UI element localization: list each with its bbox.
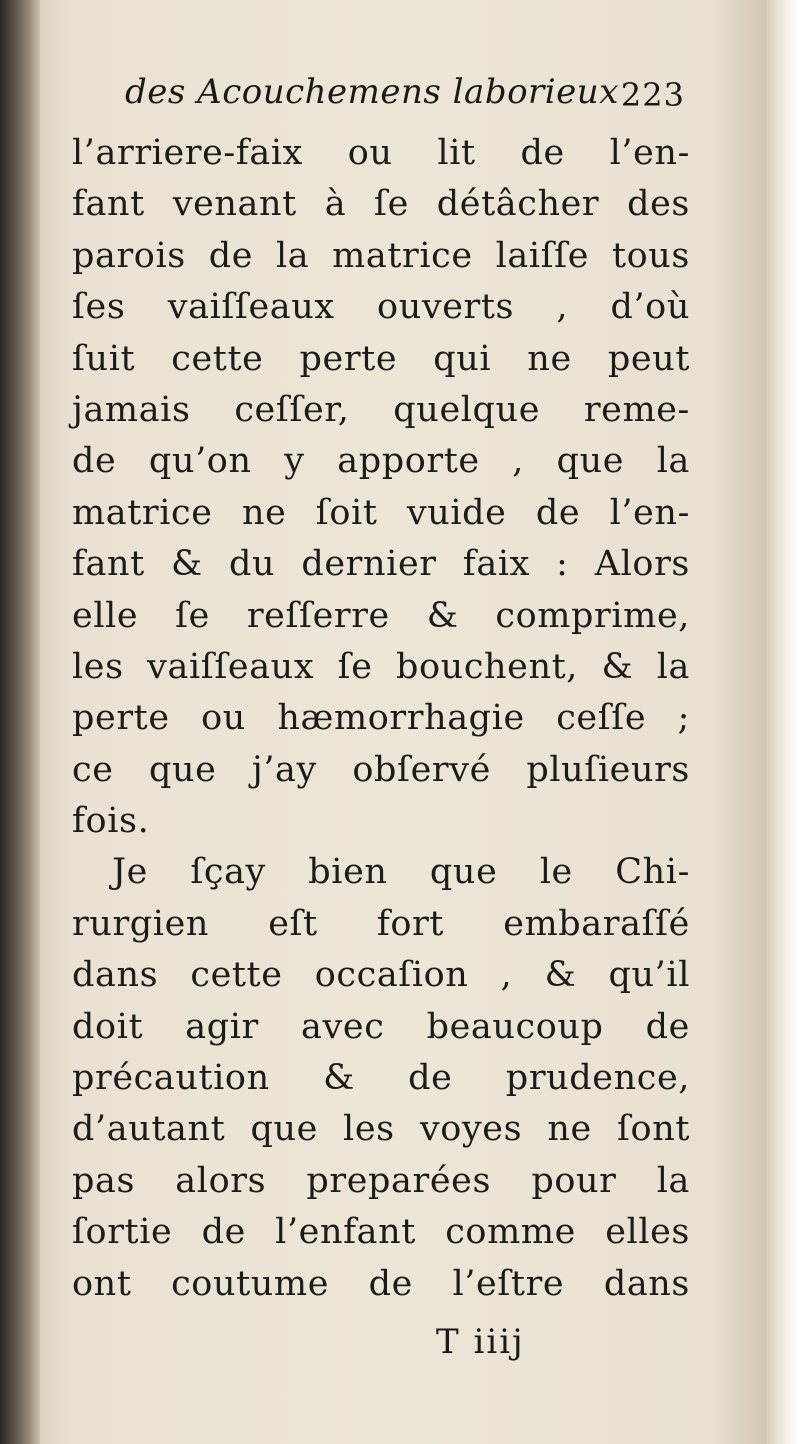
page-number: 223 [620, 76, 685, 114]
text-line: rurgien eſt fort embaraſſé [72, 903, 690, 944]
text-line: fois. [72, 801, 150, 842]
text-line: elle ſe reſſerre & comprime, [72, 595, 690, 636]
text-line: perte ou hæmorrhagie ceſſe ; [72, 698, 690, 739]
page-header [125, 72, 685, 122]
text-line: fant & du dernier faix : Alors [72, 544, 690, 585]
text-line: ce que j’ay obſervé pluſieurs [72, 749, 690, 790]
signature-mark: T iiij [436, 1322, 525, 1362]
text-line: jamais ceſſer, quelque reme- [72, 389, 690, 430]
text-line: ont coutume de l’eſtre dans [72, 1263, 690, 1304]
text-line: pas alors preparées pour la [72, 1160, 690, 1201]
text-line: précaution & de prudence, [72, 1058, 690, 1099]
text-line: doit agir avec beaucoup de [72, 1006, 690, 1047]
text-line: matrice ne ſoit vuide de l’en- [72, 492, 690, 533]
text-line: d’autant que les voyes ne ſont [72, 1109, 690, 1150]
text-line: ſuit cette perte qui ne peut [72, 338, 690, 379]
text-line: de qu’on y apporte , que la [72, 441, 690, 482]
page-edge [766, 0, 800, 1444]
text-line: l’arriere-faix ou lit de l’en- [72, 133, 690, 173]
text-line: les vaiſſeaux ſe bouchent, & la [72, 646, 690, 687]
text-line: ſortie de l’enfant comme elles [72, 1212, 690, 1253]
paragraph-start-line: Je ſçay bien que le Chi- [112, 852, 690, 893]
text-line: ſes vaiſſeaux ouverts , d’où [72, 287, 690, 328]
text-line: fant venant à ſe détâcher des [72, 184, 690, 225]
body-text [72, 128, 690, 1310]
text-line: parois de la matrice laiſſe tous [72, 235, 690, 276]
book-spine-shadow [0, 0, 40, 1444]
running-head: des Acouchemens laborieux [125, 72, 619, 112]
text-line: dans cette occaſion , & qu’il [72, 955, 690, 996]
